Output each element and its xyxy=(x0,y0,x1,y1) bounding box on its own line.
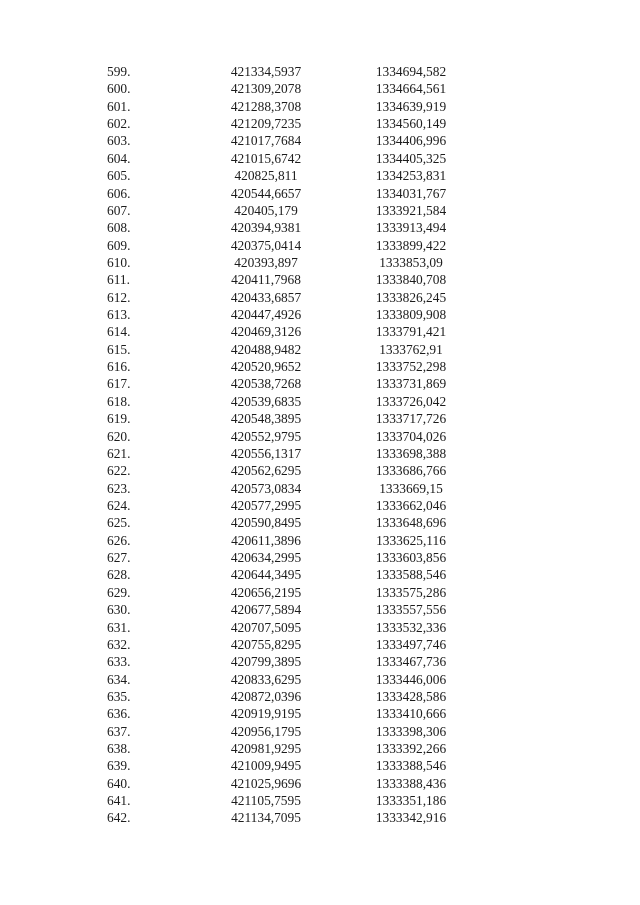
y-coordinate: 1333698,388 xyxy=(375,445,447,461)
table-row xyxy=(0,80,640,97)
y-coordinate: 1333446,006 xyxy=(375,671,447,687)
x-coordinate: 420799,3895 xyxy=(230,654,302,670)
x-coordinate: 420611,3896 xyxy=(231,532,301,548)
point-number: 611. xyxy=(107,272,130,288)
x-coordinate: 421134,7095 xyxy=(231,810,301,826)
point-number: 642. xyxy=(107,810,131,826)
point-number: 619. xyxy=(107,411,131,427)
x-coordinate: 420433,6857 xyxy=(230,289,302,305)
x-coordinate: 420956,1795 xyxy=(230,723,302,739)
table-row xyxy=(0,167,640,184)
table-row xyxy=(0,115,640,132)
y-coordinate: 1333726,042 xyxy=(375,393,447,409)
x-coordinate: 420656,2195 xyxy=(230,584,302,600)
x-coordinate: 420825,811 xyxy=(234,168,298,184)
y-coordinate: 1333575,286 xyxy=(375,584,447,600)
x-coordinate: 420538,7268 xyxy=(230,376,302,392)
x-coordinate: 420411,7968 xyxy=(231,272,301,288)
x-coordinate: 420556,1317 xyxy=(230,445,302,461)
table-row xyxy=(0,462,640,479)
point-number: 600. xyxy=(107,81,131,97)
y-coordinate: 1333467,736 xyxy=(375,654,447,670)
x-coordinate: 421009,9495 xyxy=(230,758,302,774)
x-coordinate: 420919,9195 xyxy=(230,706,302,722)
table-row xyxy=(0,150,640,167)
table-row xyxy=(0,636,640,653)
table-row xyxy=(0,98,640,115)
point-number: 599. xyxy=(107,64,131,79)
y-coordinate: 1333497,746 xyxy=(375,636,447,652)
point-number: 630. xyxy=(107,602,131,618)
x-coordinate: 420394,9381 xyxy=(230,220,302,236)
y-coordinate: 1334664,561 xyxy=(375,81,447,97)
x-coordinate: 420634,2995 xyxy=(230,550,302,566)
table-row xyxy=(0,497,640,514)
table-row xyxy=(0,445,640,462)
point-number: 633. xyxy=(107,654,131,670)
table-row xyxy=(0,601,640,618)
point-number: 639. xyxy=(107,758,131,774)
x-coordinate: 420469,3126 xyxy=(230,324,302,340)
table-row xyxy=(0,428,640,445)
y-coordinate: 1333921,584 xyxy=(375,202,447,218)
y-coordinate: 1334031,767 xyxy=(375,185,447,201)
table-row xyxy=(0,775,640,792)
x-coordinate: 421015,6742 xyxy=(230,150,302,166)
point-number: 608. xyxy=(107,220,131,236)
point-number: 606. xyxy=(107,185,131,201)
point-number: 616. xyxy=(107,359,131,375)
point-number: 637. xyxy=(107,723,131,739)
y-coordinate: 1333625,116 xyxy=(376,532,446,548)
y-coordinate: 1333588,546 xyxy=(375,567,447,583)
x-coordinate: 421025,9696 xyxy=(230,775,302,791)
table-row xyxy=(0,202,640,219)
point-number: 604. xyxy=(107,150,131,166)
point-number: 612. xyxy=(107,289,131,305)
y-coordinate: 1334694,582 xyxy=(375,64,447,79)
table-row xyxy=(0,619,640,636)
x-coordinate: 421288,3708 xyxy=(230,98,302,114)
point-number: 623. xyxy=(107,480,131,496)
table-row xyxy=(0,723,640,740)
x-coordinate: 420562,6295 xyxy=(230,463,302,479)
x-coordinate: 420548,3895 xyxy=(230,411,302,427)
y-coordinate: 1333532,336 xyxy=(375,619,447,635)
x-coordinate: 420488,9482 xyxy=(230,341,302,357)
table-row xyxy=(0,688,640,705)
x-coordinate: 420644,3495 xyxy=(230,567,302,583)
point-number: 622. xyxy=(107,463,131,479)
y-coordinate: 1333752,298 xyxy=(375,359,447,375)
y-coordinate: 1334406,996 xyxy=(375,133,447,149)
x-coordinate: 421017,7684 xyxy=(230,133,302,149)
y-coordinate: 1333388,436 xyxy=(375,775,447,791)
point-number: 613. xyxy=(107,307,131,323)
point-number: 625. xyxy=(107,515,131,531)
table-row xyxy=(0,358,640,375)
point-number: 609. xyxy=(107,237,131,253)
point-number: 627. xyxy=(107,550,131,566)
y-coordinate: 1333428,586 xyxy=(375,688,447,704)
y-coordinate: 1333410,666 xyxy=(375,706,447,722)
point-number: 626. xyxy=(107,532,131,548)
y-coordinate: 1333840,708 xyxy=(375,272,447,288)
table-row xyxy=(0,653,640,670)
x-coordinate: 420590,8495 xyxy=(230,515,302,531)
table-row xyxy=(0,410,640,427)
point-number: 636. xyxy=(107,706,131,722)
y-coordinate: 1333731,869 xyxy=(375,376,447,392)
x-coordinate: 420552,9795 xyxy=(230,428,302,444)
point-number: 620. xyxy=(107,428,131,444)
table-row xyxy=(0,323,640,340)
x-coordinate: 420981,9295 xyxy=(230,741,302,757)
y-coordinate: 1333913,494 xyxy=(375,220,447,236)
y-coordinate: 1333762,91 xyxy=(379,341,443,357)
x-coordinate: 420707,5095 xyxy=(230,619,302,635)
table-row xyxy=(0,514,640,531)
y-coordinate: 1333392,266 xyxy=(375,741,447,757)
point-number: 614. xyxy=(107,324,131,340)
point-number: 617. xyxy=(107,376,131,392)
y-coordinate: 1333342,916 xyxy=(375,810,447,826)
y-coordinate: 1333648,696 xyxy=(375,515,447,531)
x-coordinate: 420872,0396 xyxy=(230,688,302,704)
x-coordinate: 420573,0834 xyxy=(230,480,302,496)
x-coordinate: 420577,2995 xyxy=(230,497,302,513)
table-row xyxy=(0,219,640,236)
coordinate-table xyxy=(0,63,640,827)
table-row xyxy=(0,375,640,392)
table-row xyxy=(0,185,640,202)
x-coordinate: 420393,897 xyxy=(234,254,298,270)
point-number: 603. xyxy=(107,133,131,149)
table-row xyxy=(0,132,640,149)
table-row xyxy=(0,271,640,288)
x-coordinate: 420405,179 xyxy=(234,202,298,218)
point-number: 621. xyxy=(107,445,131,461)
x-coordinate: 420677,5894 xyxy=(230,602,302,618)
y-coordinate: 1333669,15 xyxy=(379,480,443,496)
table-row xyxy=(0,306,640,323)
y-coordinate: 1333791,421 xyxy=(375,324,447,340)
y-coordinate: 1333351,186 xyxy=(375,793,447,809)
table-row xyxy=(0,740,640,757)
x-coordinate: 420447,4926 xyxy=(230,307,302,323)
x-coordinate: 421105,7595 xyxy=(231,793,301,809)
x-coordinate: 420539,6835 xyxy=(230,393,302,409)
y-coordinate: 1333398,306 xyxy=(375,723,447,739)
x-coordinate: 420375,0414 xyxy=(230,237,302,253)
point-number: 641. xyxy=(107,793,131,809)
y-coordinate: 1333899,422 xyxy=(375,237,447,253)
x-coordinate: 420755,8295 xyxy=(230,636,302,652)
table-row xyxy=(0,792,640,809)
table-row xyxy=(0,254,640,271)
point-number: 628. xyxy=(107,567,131,583)
point-number: 640. xyxy=(107,775,131,791)
table-row xyxy=(0,705,640,722)
y-coordinate: 1333717,726 xyxy=(375,411,447,427)
y-coordinate: 1334405,325 xyxy=(375,150,447,166)
table-row xyxy=(0,809,640,826)
y-coordinate: 1333853,09 xyxy=(379,254,443,270)
y-coordinate: 1333704,026 xyxy=(375,428,447,444)
table-row xyxy=(0,480,640,497)
table-row xyxy=(0,566,640,583)
y-coordinate: 1333809,908 xyxy=(375,307,447,323)
x-coordinate: 420544,6657 xyxy=(230,185,302,201)
point-number: 601. xyxy=(107,98,131,114)
x-coordinate: 421334,5937 xyxy=(230,64,302,79)
point-number: 635. xyxy=(107,688,131,704)
table-row xyxy=(0,289,640,306)
y-coordinate: 1333686,766 xyxy=(375,463,447,479)
table-row xyxy=(0,584,640,601)
point-number: 634. xyxy=(107,671,131,687)
point-number: 638. xyxy=(107,741,131,757)
table-row xyxy=(0,549,640,566)
table-row xyxy=(0,671,640,688)
point-number: 607. xyxy=(107,202,131,218)
y-coordinate: 1333662,046 xyxy=(375,497,447,513)
point-number: 632. xyxy=(107,636,131,652)
table-row xyxy=(0,341,640,358)
y-coordinate: 1333557,556 xyxy=(375,602,447,618)
x-coordinate: 421209,7235 xyxy=(230,116,302,132)
table-row xyxy=(0,757,640,774)
point-number: 602. xyxy=(107,116,131,132)
point-number: 610. xyxy=(107,254,131,270)
table-row xyxy=(0,237,640,254)
y-coordinate: 1334639,919 xyxy=(375,98,447,114)
y-coordinate: 1333388,546 xyxy=(375,758,447,774)
point-number: 605. xyxy=(107,168,131,184)
y-coordinate: 1333603,856 xyxy=(375,550,447,566)
x-coordinate: 421309,2078 xyxy=(230,81,302,97)
point-number: 629. xyxy=(107,584,131,600)
point-number: 618. xyxy=(107,393,131,409)
point-number: 615. xyxy=(107,341,131,357)
table-row xyxy=(0,393,640,410)
table-row xyxy=(0,63,640,80)
table-row xyxy=(0,532,640,549)
point-number: 624. xyxy=(107,497,131,513)
y-coordinate: 1333826,245 xyxy=(375,289,447,305)
y-coordinate: 1334560,149 xyxy=(375,116,447,132)
x-coordinate: 420520,9652 xyxy=(230,359,302,375)
y-coordinate: 1334253,831 xyxy=(375,168,447,184)
x-coordinate: 420833,6295 xyxy=(230,671,302,687)
point-number: 631. xyxy=(107,619,131,635)
